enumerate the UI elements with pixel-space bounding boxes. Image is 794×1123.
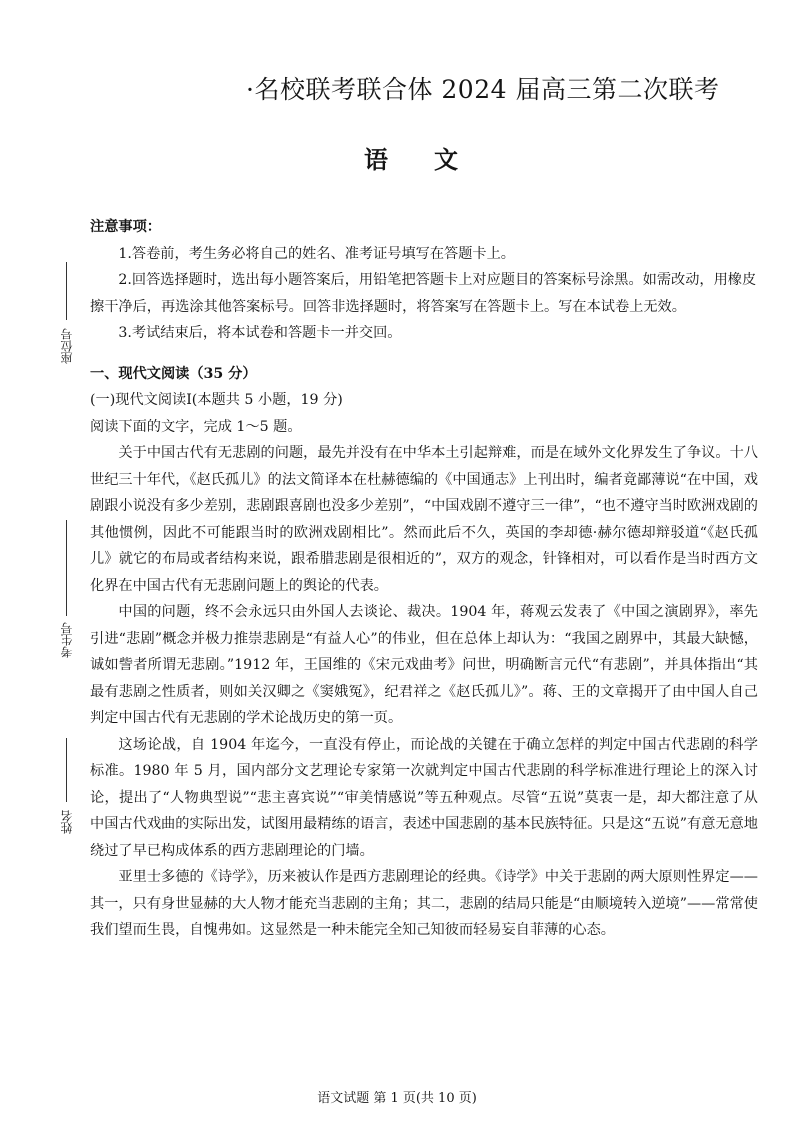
page-footer: 语文试题 第 1 页(共 10 页) <box>317 1091 477 1106</box>
section-heading: 一、现代文阅读（35 分） <box>90 365 257 382</box>
notice-heading: 注意事项： <box>90 219 161 235</box>
exam-number-line <box>66 520 67 616</box>
sub-heading: (一)现代文阅读Ⅰ(本题共 5 小题，19 分) <box>90 392 343 408</box>
seat-number-line <box>66 262 67 320</box>
notice-item: 3.考试结束后，将本试卷和答题卡一并交回。 <box>118 325 402 341</box>
name-line <box>66 738 67 802</box>
passage-paragraph: 关于中国古代有无悲剧的问题，最先并没有在中华本土引起辩难，而是在域外文化界发生了争议。十八世纪三十年代，《赵氏孤儿》的法文简译本在杜赫德编的《中国通志》上刊出时，编者竟鄙薄说“在中国，戏剧跟小说没有多少差别，悲剧跟喜剧也没多少差别”，“中国戏剧不遵守三一律”，“也不遵守当时欧洲戏剧的其他惯例，因此不可能跟当时的欧洲戏剧相比”。然而此后不久，英国的李却德·赫尔德却辩驳道“《赵氏孤儿》就它的布局或者结构来说，跟希腊悲剧是很相近的”，双方的观念，针锋相对，可以看作是当时西方文化界在中国古代有无悲剧问题上的舆论的代表。 <box>90 445 758 594</box>
exam-number-label: 考生号 <box>60 622 74 658</box>
passage-paragraph: 亚里士多德的《诗学》，历来被认作是西方悲剧理论的经典。《诗学》中关于悲剧的两大原则性界定——其一，只有身世显赫的大人物才能充当悲剧的主角；其二，悲剧的结局只能是“由顺境转入逆境”——常常使我们望而生畏，自愧弗如。这显然是一种未能完全知己知彼而轻易妄自菲薄的心态。 <box>90 869 758 938</box>
notice-item: 2.回答选择题时，选出每小题答案后，用铅笔把答题卡上对应题目的答案标号涂黑。如需改动，用橡皮擦干净后，再选涂其他答案标号。回答非选择题时，将答案写在答题卡上。写在本试卷上无效。 <box>90 272 757 315</box>
passage-paragraph: 中国的问题，终不会永远只由外国人去谈论、裁决。1904 年，蒋观云发表了《中国之演剧界》，率先引进“悲剧”概念并极力推崇悲剧是“有益人心”的伟业，但在总体上却认为：“我国之剧界中，其最大缺憾，诚如訾者所谓无悲剧。”1912 年，王国维的《宋元戏曲考》问世，明确断言元代“有悲剧”，并具体指出“其最有悲剧之性质者，则如关汉卿之《窦娥冤》，纪君祥之《赵氏孤儿》”。蒋、王的文章揭开了由中国人自己判定中国古代有无悲剧的学术论战历史的第一页。 <box>90 604 758 726</box>
page-title: ·名校联考联合体 2024 届高三第二次联考 <box>246 75 720 104</box>
passage-paragraph: 这场论战，自 1904 年迄今，一直没有停止，而论战的关键在于确立怎样的判定中国古代悲剧的科学标准。1980 年 5 月，国内部分文艺理论专家第一次就判定中国古代悲剧的科学标准进行理论上的深入讨论，提出了“人物典型说”“悲主喜宾说”“审美情感说”等五种观点。尽管“五说”莫衷一是，却大都注意了从中国古代戏曲的实际出发，试图用最精练的语言，表述中国悲剧的基本民族特征。只是这“五说”有意无意地绕过了早已构成体系的西方悲剧理论的门墙。 <box>90 736 758 859</box>
name-label: 姓名 <box>60 810 74 834</box>
instruction: 阅读下面的文字，完成 1～5 题。 <box>90 418 302 435</box>
notice-item: 1.答卷前，考生务必将自己的姓名、准考证号填写在答题卡上。 <box>118 245 515 262</box>
content <box>90 214 758 944</box>
subject-title: 语文 <box>364 145 504 174</box>
seat-number-label: 座位号 <box>60 328 74 364</box>
